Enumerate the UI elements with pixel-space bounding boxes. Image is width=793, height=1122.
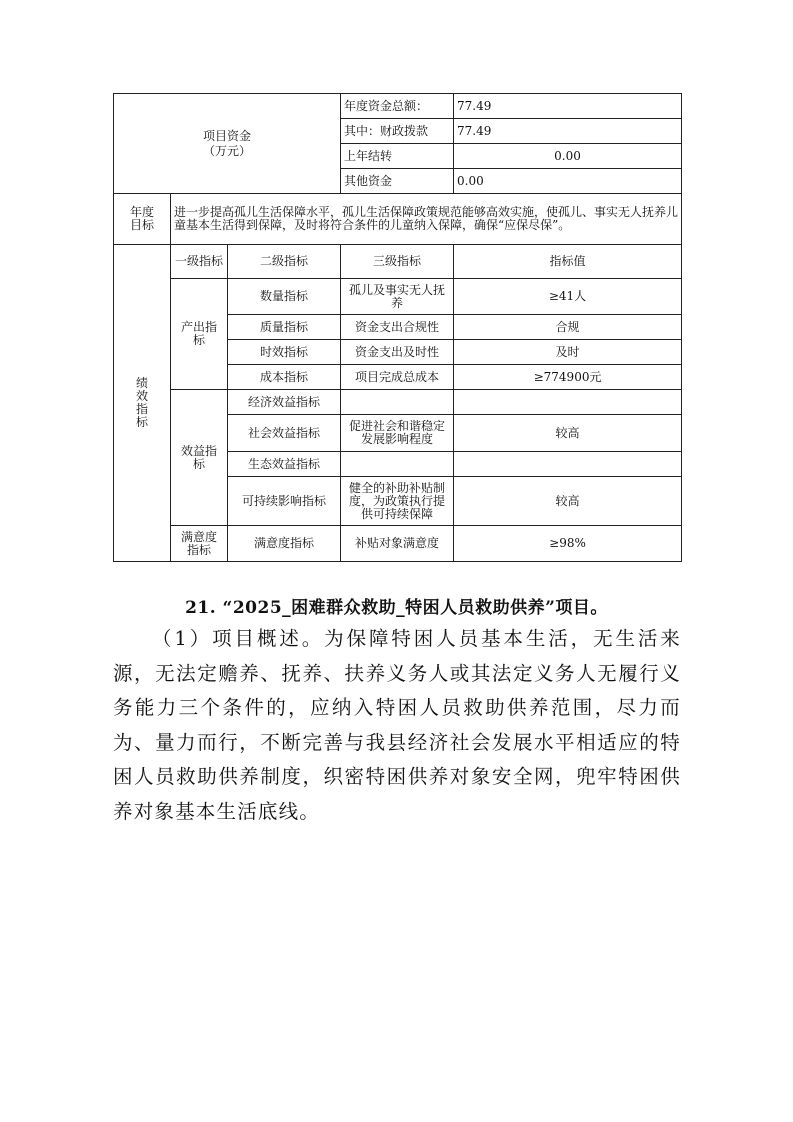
goal-label: 年度目标 xyxy=(114,194,171,245)
level3-cell: 项目完成总成本 xyxy=(341,365,454,390)
value-cell xyxy=(454,390,682,415)
benefit-label: 效益指标 xyxy=(171,390,228,526)
funds-row-value: 77.49 xyxy=(454,94,682,119)
value-cell: 较高 xyxy=(454,415,682,452)
level2-cell: 生态效益指标 xyxy=(228,452,341,477)
header-level3: 三级指标 xyxy=(341,245,454,279)
funds-row-label: 其中：财政拨款 xyxy=(341,119,454,144)
level2-cell: 满意度指标 xyxy=(228,526,341,562)
funds-row-label: 上年结转 xyxy=(341,144,454,169)
funds-row-value: 0.00 xyxy=(454,144,682,169)
value-cell: 较高 xyxy=(454,477,682,526)
performance-table xyxy=(113,93,682,562)
level2-cell: 数量指标 xyxy=(228,279,341,315)
funds-row-label: 其他资金 xyxy=(341,169,454,194)
goal-text: 进一步提高孤儿生活保障水平，孤儿生活保障政策规范能够高效实施，使孤儿、事实无人抚养儿童基本生活得到保障，及时将符合条件的儿童纳入保障，确保“应保尽保”。 xyxy=(171,194,682,245)
header-level1: 一级指标 xyxy=(171,245,228,279)
header-level2: 二级指标 xyxy=(228,245,341,279)
value-cell xyxy=(454,452,682,477)
level3-cell: 资金支出合规性 xyxy=(341,315,454,340)
satisfaction-label: 满意度指标 xyxy=(171,526,228,562)
level3-cell: 补贴对象满意度 xyxy=(341,526,454,562)
section-heading: 21. “2025_困难群众救助_特困人员救助供养”项目。 xyxy=(185,598,608,618)
level2-cell: 成本指标 xyxy=(228,365,341,390)
funds-row-label: 年度资金总额： xyxy=(341,94,454,119)
output-label: 产出指标 xyxy=(171,279,228,390)
level3-cell: 促进社会和谐稳定发展影响程度 xyxy=(341,415,454,452)
value-cell: ≥41人 xyxy=(454,279,682,315)
funds-label: 项目资金 （万元） xyxy=(114,94,341,194)
level2-cell: 可持续影响指标 xyxy=(228,477,341,526)
funds-row-value: 77.49 xyxy=(454,119,682,144)
funds-row-value: 0.00 xyxy=(454,169,682,194)
header-value: 指标值 xyxy=(454,245,682,279)
value-cell: 合规 xyxy=(454,315,682,340)
level2-cell: 时效指标 xyxy=(228,340,341,365)
level3-cell xyxy=(341,390,454,415)
value-cell: ≥774900元 xyxy=(454,365,682,390)
level3-cell xyxy=(341,452,454,477)
level2-cell: 经济效益指标 xyxy=(228,390,341,415)
value-cell: ≥98% xyxy=(454,526,682,562)
level3-cell: 健全的补助补贴制度，为政策执行提供可持续保障 xyxy=(341,477,454,526)
level3-cell: 资金支出及时性 xyxy=(341,340,454,365)
level2-cell: 质量指标 xyxy=(228,315,341,340)
level2-cell: 社会效益指标 xyxy=(228,415,341,452)
perf-label: 绩效指标 xyxy=(114,245,171,562)
value-cell: 及时 xyxy=(454,340,682,365)
section-paragraph: （1）项目概述。为保障特困人员基本生活，无生活来源，无法定赡养、抚养、扶养义务人或其法定义务人无履行义务能力三个条件的，应纳入特困人员救助供养范围，尽力而为、量力而行，不断完善与我县经济社会发展水平相适应的特困人员救助供养制度，织密特困供养对象安全网，兜牢特困供养对象基本生活底线。 xyxy=(113,627,681,823)
level3-cell: 孤儿及事实无人抚养 xyxy=(341,279,454,315)
